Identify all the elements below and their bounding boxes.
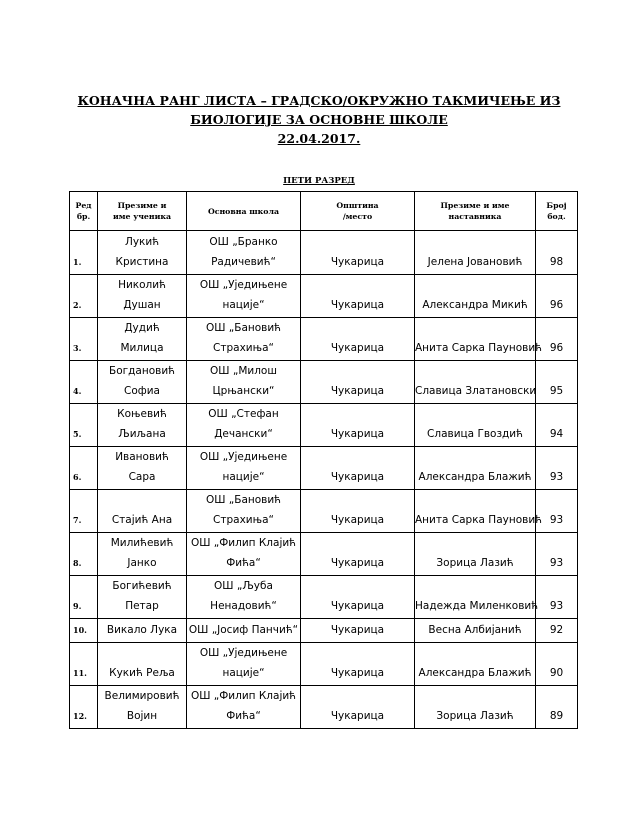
points: 93 [536, 490, 578, 533]
header-points: Број бод. [536, 192, 578, 231]
header-teacher: Презиме и име наставника [415, 192, 536, 231]
table-row [70, 576, 578, 619]
teacher-name: Славица Гвоздић [415, 404, 536, 447]
rank-number: 8. [70, 533, 98, 576]
header-school: Основна школа [187, 192, 301, 231]
points: 93 [536, 447, 578, 490]
points: 93 [536, 576, 578, 619]
municipality: Чукарица [301, 533, 415, 576]
teacher-name: Анита Сарка Пауновић [415, 490, 536, 533]
school-name: ОШ „Уједињене нације“ [187, 643, 301, 686]
teacher-name: Јелена Јовановић [415, 231, 536, 275]
student-name: Стајић Ана [98, 490, 187, 533]
municipality: Чукарица [301, 361, 415, 404]
table-row [70, 361, 578, 404]
school-name: ОШ „Милош Црњански“ [187, 361, 301, 404]
teacher-name: Александра Блажић [415, 447, 536, 490]
table-row [70, 686, 578, 729]
school-name: ОШ „Љуба Ненадовић“ [187, 576, 301, 619]
document-title [60, 91, 578, 148]
table-row [70, 404, 578, 447]
teacher-name: Весна Албијанић [415, 619, 536, 643]
municipality: Чукарица [301, 404, 415, 447]
school-name: ОШ „Бановић Страхиња“ [187, 318, 301, 361]
points: 89 [536, 686, 578, 729]
rank-number: 6. [70, 447, 98, 490]
school-name: ОШ „Филип Клајић Фића“ [187, 533, 301, 576]
header-municipality: Општина /место [301, 192, 415, 231]
student-name: Богићевић Петар [98, 576, 187, 619]
school-name: ОШ „Бановић Страхиња“ [187, 490, 301, 533]
section-heading: ПЕТИ РАЗРЕД [283, 176, 355, 186]
municipality: Чукарица [301, 490, 415, 533]
points: 98 [536, 231, 578, 275]
student-name: Милићевић Јанко [98, 533, 187, 576]
rank-number: 4. [70, 361, 98, 404]
municipality: Чукарица [301, 643, 415, 686]
student-name: Ивановић Сара [98, 447, 187, 490]
school-name: ОШ „Уједињене нације“ [187, 275, 301, 318]
table-row [70, 619, 578, 643]
title-line-2: БИОЛОГИЈЕ ЗА ОСНОВНЕ ШКОЛЕ [190, 112, 448, 127]
municipality: Чукарица [301, 447, 415, 490]
school-name: ОШ „Стефан Дечански“ [187, 404, 301, 447]
student-name: Кукић Реља [98, 643, 187, 686]
municipality: Чукарица [301, 318, 415, 361]
student-name: Велимировић Војин [98, 686, 187, 729]
rank-number: 9. [70, 576, 98, 619]
student-name: Коњевић Љиљана [98, 404, 187, 447]
table-row [70, 490, 578, 533]
rank-number: 3. [70, 318, 98, 361]
student-name: Викало Лука [98, 619, 187, 643]
rank-number: 2. [70, 275, 98, 318]
points: 93 [536, 533, 578, 576]
title-date: 22.04.2017. [277, 131, 361, 146]
header-student: Презиме и име ученика [98, 192, 187, 231]
school-name: ОШ „Филип Клајић Фића“ [187, 686, 301, 729]
title-line-1: КОНАЧНА РАНГ ЛИСТА – ГРАДСКО/ОКРУЖНО ТАКМИЧЕЊЕ ИЗ [77, 93, 561, 108]
table-header-row [70, 192, 578, 231]
table-row [70, 231, 578, 275]
rank-number: 5. [70, 404, 98, 447]
table-row [70, 533, 578, 576]
municipality: Чукарица [301, 576, 415, 619]
points: 96 [536, 275, 578, 318]
rank-number: 11. [70, 643, 98, 686]
school-name: ОШ „Бранко Радичевић“ [187, 231, 301, 275]
header-rank: Ред бр. [70, 192, 98, 231]
table-row [70, 447, 578, 490]
municipality: Чукарица [301, 231, 415, 275]
school-name: ОШ „Уједињене нације“ [187, 447, 301, 490]
teacher-name: Славица Златановски [415, 361, 536, 404]
rank-number: 1. [70, 231, 98, 275]
rank-number: 7. [70, 490, 98, 533]
municipality: Чукарица [301, 686, 415, 729]
school-name: ОШ „Јосиф Панчић“ [187, 619, 301, 643]
rank-number: 10. [70, 619, 98, 643]
student-name: Дудић Милица [98, 318, 187, 361]
teacher-name: Зорица Лазић [415, 686, 536, 729]
points: 94 [536, 404, 578, 447]
municipality: Чукарица [301, 275, 415, 318]
ranking-table [69, 191, 578, 729]
table-row [70, 318, 578, 361]
rank-number: 12. [70, 686, 98, 729]
student-name: Николић Душан [98, 275, 187, 318]
teacher-name: Александра Блажић [415, 643, 536, 686]
teacher-name: Александра Микић [415, 275, 536, 318]
points: 90 [536, 643, 578, 686]
points: 92 [536, 619, 578, 643]
student-name: Богдановић Софиа [98, 361, 187, 404]
municipality: Чукарица [301, 619, 415, 643]
points: 96 [536, 318, 578, 361]
table-row [70, 643, 578, 686]
teacher-name: Надежда Миленковић [415, 576, 536, 619]
student-name: Лукић Кристина [98, 231, 187, 275]
table-row [70, 275, 578, 318]
teacher-name: Анита Сарка Пауновић [415, 318, 536, 361]
teacher-name: Зорица Лазић [415, 533, 536, 576]
points: 95 [536, 361, 578, 404]
